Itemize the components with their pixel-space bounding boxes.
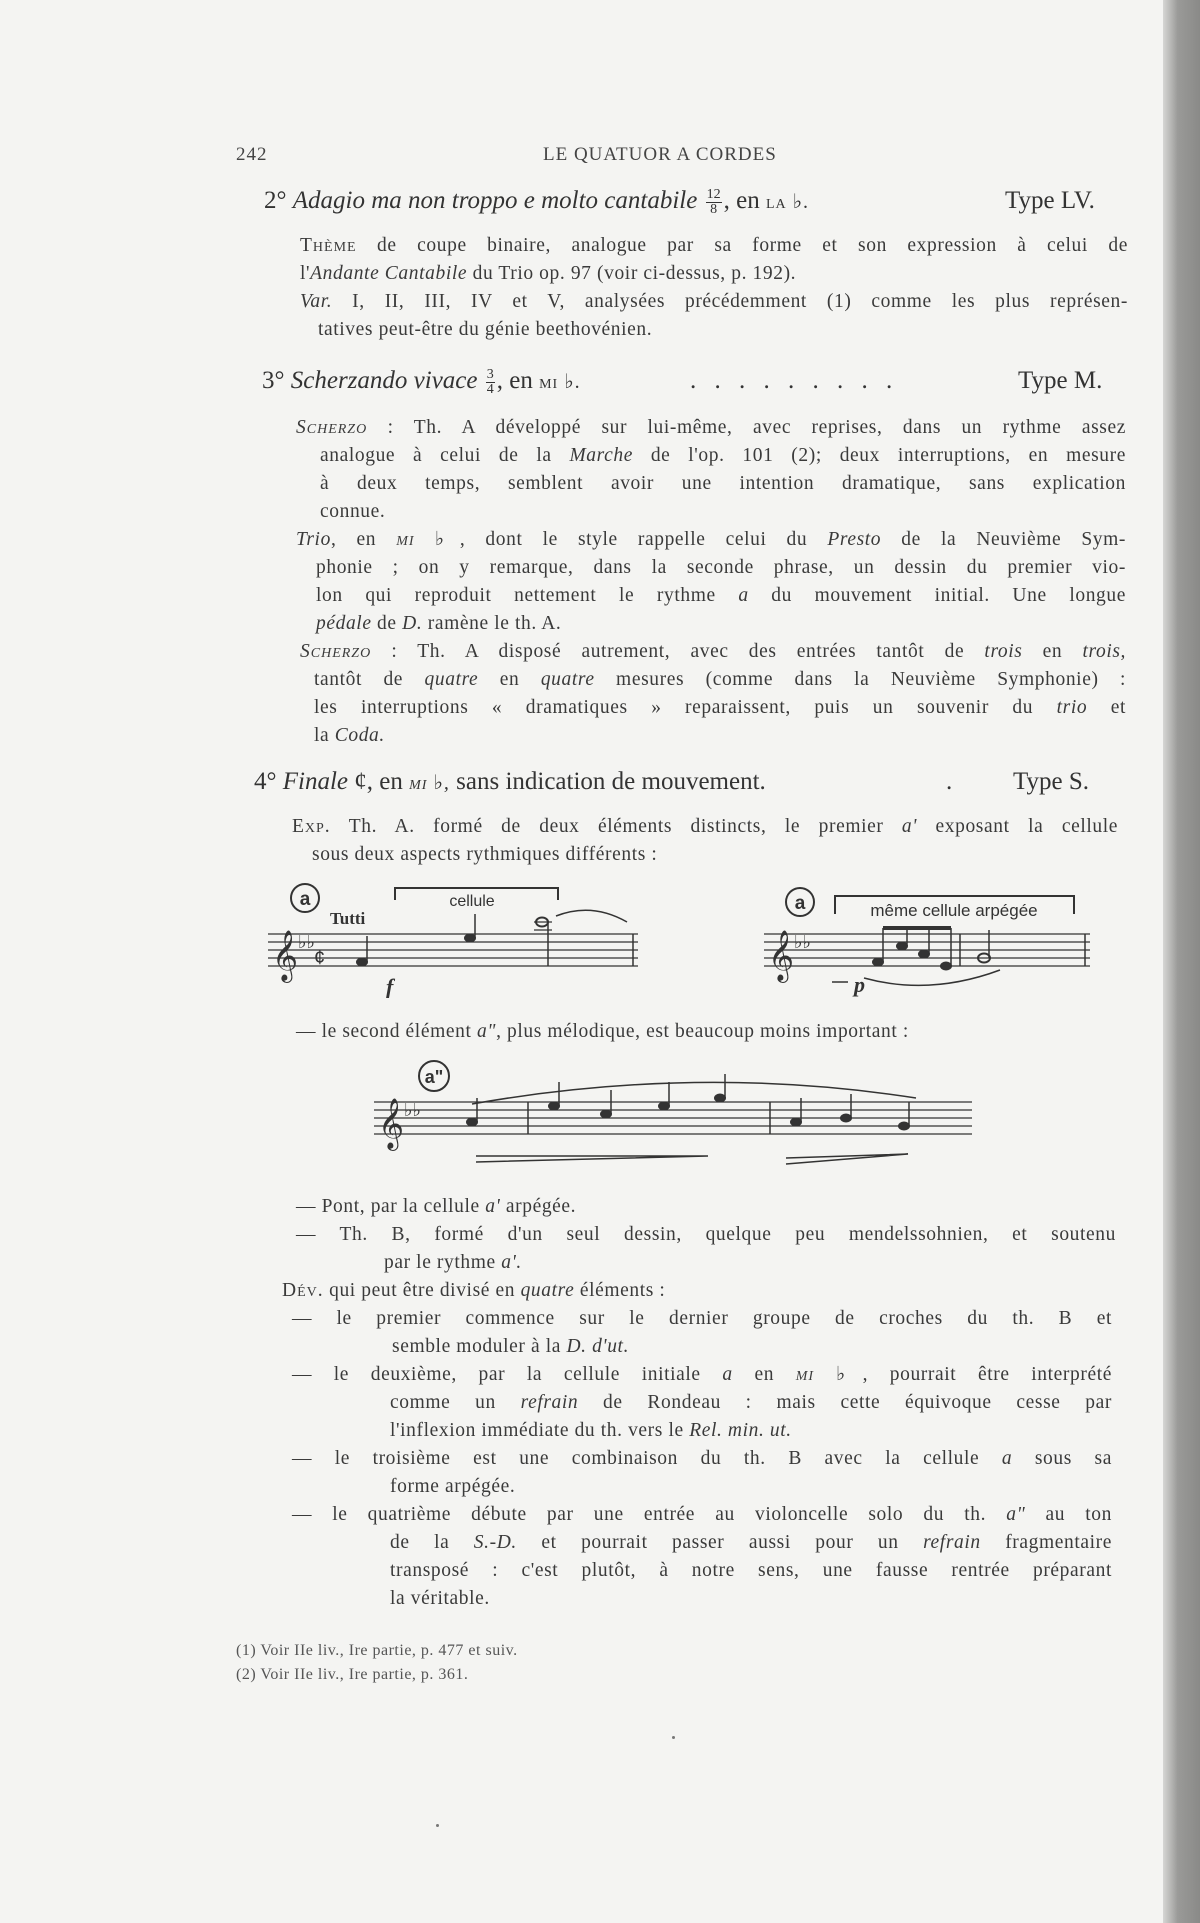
paragraph-scherzo: Scherzo : Th. A développé sur lui-même, avec reprises, dans un rythme assez analogue à celui de la Marche de l'op. 101 (2); deux interruptions, en mesure à deux temps, semblent avoir une intention dramatique, sans explication connue. Trio, en mi ♭, dont le style rappelle celui du Presto de la Neuvième Sym- phonie ; on y remarque, dans la seconde phrase, un dessin du premier vio- lon qui reproduit nettement le rythme a du mouvement initial. Une longue pédale de D. ramène le th. A. Scherzo : Th. A disposé autrement, avec des entrées tantôt de trois en trois, tantôt de quatre en quatre mesures (comme dans la Neuvième Symphonie) : les interruptions « dramatiques » reparaissent, puis un souvenir du trio et la Coda. <box>296 417 1126 746</box>
key: la ♭. <box>765 191 810 213</box>
note <box>918 950 930 959</box>
section-3-heading: 3° Scherzando vivace $\frac{3}{4}$ , en mi ♭. <box>262 366 581 397</box>
section-4-heading: 4° Finale ¢, en mi ♭, sans indication de mouvement. <box>254 768 766 795</box>
section-number: 2° <box>264 187 287 214</box>
time-signature: $\frac{12}{8}$ <box>706 186 721 217</box>
cut-time-symbol: ¢ <box>354 768 367 795</box>
cellule-label: cellule <box>449 893 495 910</box>
list-item: — le quatrième débute par une entrée au violoncelle solo du th. a" au ton <box>292 1504 1112 1525</box>
music-example-a-double-prime <box>368 1054 978 1174</box>
slur <box>556 910 627 922</box>
footnote-1: (1) Voir IIe liv., Ire partie, p. 477 et suiv. <box>236 1642 518 1659</box>
staff-lines <box>764 934 1090 966</box>
music-example-arpeggiated <box>760 878 1100 998</box>
note <box>466 1118 478 1127</box>
movement-title: Adagio ma non troppo e molto cantabile <box>292 187 698 214</box>
example-label: a <box>794 893 806 914</box>
music-example-a-prime <box>262 878 652 998</box>
example-label: a <box>299 889 311 910</box>
page-number: 242 <box>236 144 268 165</box>
type-label: Type M. <box>1018 367 1103 394</box>
paragraph-exposition: Exp. Th. A. formé de deux éléments distincts, le premier a' exposant la cellule sous deux aspects rythmiques différents : <box>292 816 1118 865</box>
flat-signs: ♭♭ <box>404 1100 421 1120</box>
note <box>790 1118 802 1127</box>
treble-clef: 𝄞 <box>272 930 299 981</box>
note <box>658 1102 670 1111</box>
note <box>600 1110 612 1119</box>
page-edge-shadow <box>1163 0 1200 1923</box>
note <box>840 1114 852 1123</box>
note <box>548 1102 560 1111</box>
dynamic-marking: f <box>386 974 394 998</box>
list-item: — le premier commence sur le dernier groupe de croches du th. B et <box>292 1308 1112 1329</box>
note <box>896 942 908 951</box>
dynamic-marking: p <box>854 972 865 997</box>
note <box>898 1122 910 1131</box>
note <box>714 1094 726 1103</box>
treble-clef: 𝄞 <box>378 1098 405 1149</box>
paragraph-development: — Pont, par la cellule a' arpégée. — Th. B, formé d'un seul dessin, quelque peu mendelssohnien, et soutenu par le rythme a'. <box>296 1196 1116 1273</box>
type-label: Type LV. <box>1005 187 1095 214</box>
time-signature: $\frac{3}{4}$ <box>486 366 494 397</box>
running-title: LE QUATUOR A CORDES <box>543 144 777 165</box>
tutti-label: Tutti <box>330 909 366 928</box>
bracket-label: même cellule arpégée <box>870 901 1038 920</box>
paragraph-second-element: — le second élément a", plus mélodique, est beaucoup moins important : <box>296 1021 909 1042</box>
decrescendo-hairpin <box>476 1156 708 1162</box>
treble-clef: 𝄞 <box>768 930 795 981</box>
leader-dots: . . . . . . . . . <box>690 367 899 394</box>
example-label: a" <box>424 1067 444 1087</box>
cut-time: ¢ <box>314 947 326 969</box>
list-item: — le troisième est une combinaison du th. B avec la cellule a sous sa <box>292 1448 1112 1469</box>
speck <box>672 1736 675 1739</box>
note <box>940 962 952 971</box>
decrescendo-hairpin <box>786 1154 908 1164</box>
paragraph-theme: Thème de coupe binaire, analogue par sa forme et son expression à celui de l'Andante Cantabile du Trio op. 97 (voir ci-dessus, p. 192). Var. I, II, III, IV et V, analysées précédemment (1) comme les plus représen- tatives peut-être du génie beethovénien. <box>300 235 1128 340</box>
note <box>464 934 476 943</box>
slur <box>472 1082 916 1104</box>
section-2-heading: 2° Adagio ma non troppo e molto cantabile $\frac{12}{8}$ , en la ♭. <box>264 186 810 217</box>
paragraph-dev-list: Dév. qui peut être divisé en quatre éléments : — le premier commence sur le dernier groupe de croches du th. B et semble moduler à la D. d'ut. — le deuxième, par la cellule initiale a en mi ♭, pourrait être interprété comme un refrain de Rondeau : mais cette équivoque cesse par l'inflexion immédiate du th. vers le Rel. min. ut. — le troisième est une combinaison du th. B avec la cellule a sous sa forme arpégée. — le quatrième débute par une entrée au violoncelle solo du th. a" au ton de la S.-D. et pourrait passer aussi pour un refrain fragmentaire transposé : c'est plutôt, à notre sens, une fausse rentrée préparant la véritable. <box>282 1280 1113 1609</box>
speck <box>436 1824 439 1827</box>
note <box>872 958 884 967</box>
footnote-2: (2) Voir IIe liv., Ire partie, p. 361. <box>236 1666 469 1683</box>
list-item: — le deuxième, par la cellule initiale a en mi ♭, pourrait être interprété <box>292 1364 1112 1385</box>
flat-signs: ♭♭ <box>794 932 811 952</box>
staff-lines <box>374 1102 972 1134</box>
flat-signs: ♭♭ <box>298 932 315 952</box>
leader-dot: . <box>946 768 953 795</box>
slur <box>864 970 1000 985</box>
type-label: Type S. <box>1013 768 1090 795</box>
note <box>356 958 368 967</box>
